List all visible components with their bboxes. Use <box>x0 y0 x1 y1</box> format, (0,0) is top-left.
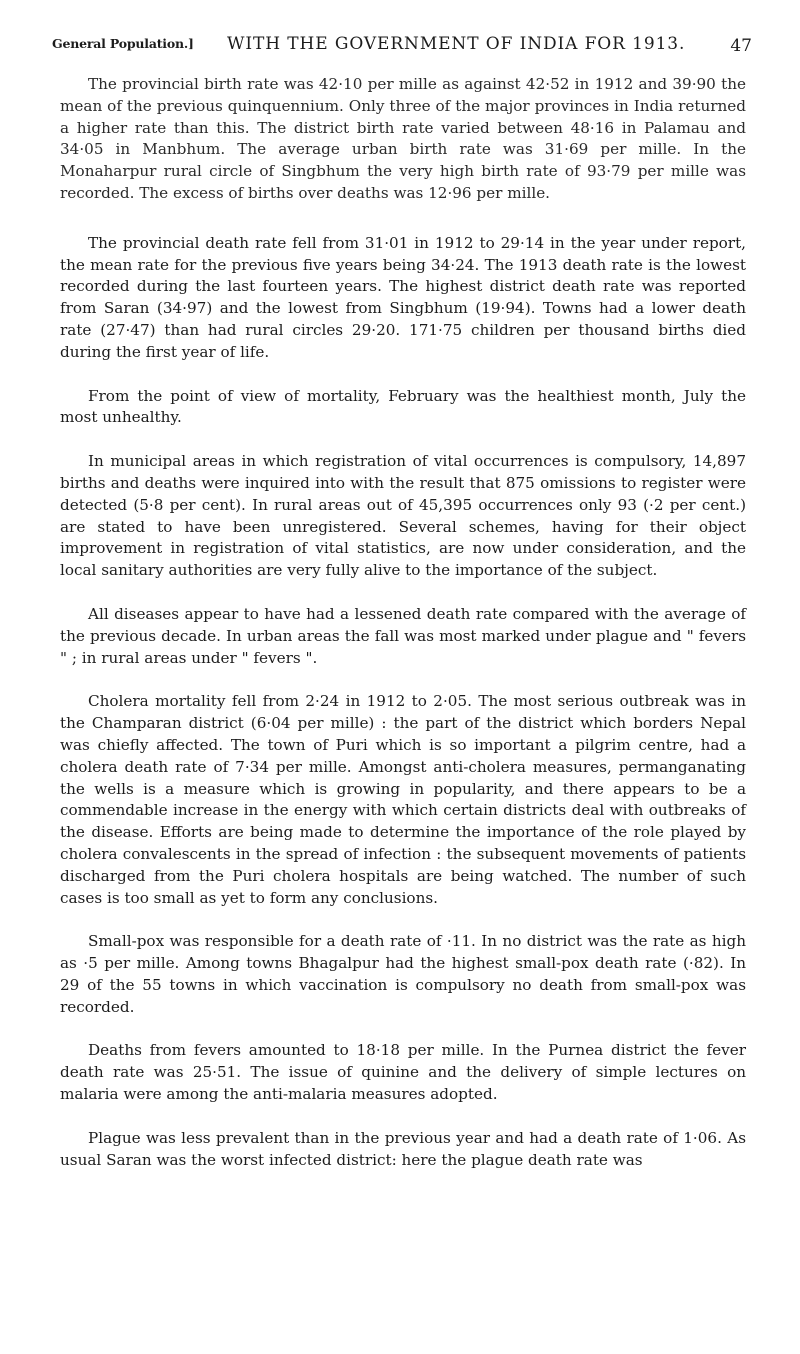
paragraph-plague: Plague was less prevalent than in the previous year and had a death rate of 1·06. As usual Saran was the worst infected district: here the plague death rate was <box>60 1128 746 1169</box>
paragraph-birth-rate: The provincial birth rate was 42·10 per mille as against 42·52 in 1912 and 39·90 the mean of the previous quinquennium. Only three of the major provinces in India returned a higher rate than this. The district birth rate varied between 48·16 in Palamau and 34·05 in Manbhum. The average urban birth rate was 31·69 per mille. In the Monaharpur rural circle of Singbhum the very high birth rate of 93·79 per mille was recorded. The excess of births over deaths was 12·96 per mille. <box>60 75 746 202</box>
paragraph-small-pox: Small-pox was responsible for a death rate of ·11. In no district was the rate as high as ·5 per mille. Among towns Bhagalpur had the highest small-pox death rate (·82). In 29 of the 55 towns in which vaccination is compulsory no death from small-pox was recorded. <box>60 932 746 1016</box>
paragraph-seasonal-mortality: From the point of view of mortality, February was the healthiest month, July the most unhealthy. <box>60 386 746 427</box>
section-tag: General Population.] <box>52 36 194 51</box>
paragraph-registration: In municipal areas in which registration of vital occurrences is compulsory, 14,897 births and deaths were inquired into with the result that 875 omissions to register were detected (5·8 per cent). In rural areas out of 45,395 occurrences only 93 (·2 per cent.) are stated to have been unregistered. Several schemes, having for their object improvement in registration of vital statistics, are now under consideration, and the local sanitary authorities are very fully alive to the importance of the subject. <box>60 452 746 580</box>
page-number: 47 <box>730 36 752 56</box>
running-header <box>52 34 752 58</box>
paragraph-death-rate: The provincial death rate fell from 31·01 in 1912 to 29·14 in the year under report, the mean rate for the previous five years being 34·24. The 1913 death rate is the lowest recorded during the last fourteen years. The highest district death rate was reported from Saran (34·97) and the lowest from Singbhum (19·94). Towns had a lower death rate (27·47) than had rural circles 29·20. 171·75 children per thousand births died during the first year of life. <box>60 233 746 361</box>
paragraph-fevers: Deaths from fevers amounted to 18·18 per mille. In the Purnea district the fever death rate was 25·51. The issue of quinine and the delivery of simple lectures on malaria were among the anti-malaria measures adopted. <box>60 1041 746 1104</box>
paragraph-cholera: Cholera mortality fell from 2·24 in 1912 to 2·05. The most serious outbreak was in the Champaran district (6·04 per mille) : the part of the district which borders Nepal was chiefly affected. The town of Puri which is so important a pilgrim centre, had a cholera death rate of 7·34 per mille. Amongst anti-cholera measures, permanganating the wells is a measure which is growing in popularity, and there appears to be a commendable increase in the energy with which certain districts deal with outbreaks of the disease. Efforts are being made to determine the importance of the role played by cholera convalescents in the spread of infection : the subsequent movements of patients discharged from the Puri cholera hospitals are being watched. The number of such cases is too small as yet to form any conclusions. <box>60 692 746 907</box>
body-text <box>60 74 746 1171</box>
running-title: WITH THE GOVERNMENT OF INDIA FOR 1913. <box>227 34 686 54</box>
paragraph-diseases: All diseases appear to have had a lessened death rate compared with the average of the previous decade. In urban areas the fall was most marked under plague and " fevers " ; in rural areas under " fevers ". <box>60 604 746 667</box>
